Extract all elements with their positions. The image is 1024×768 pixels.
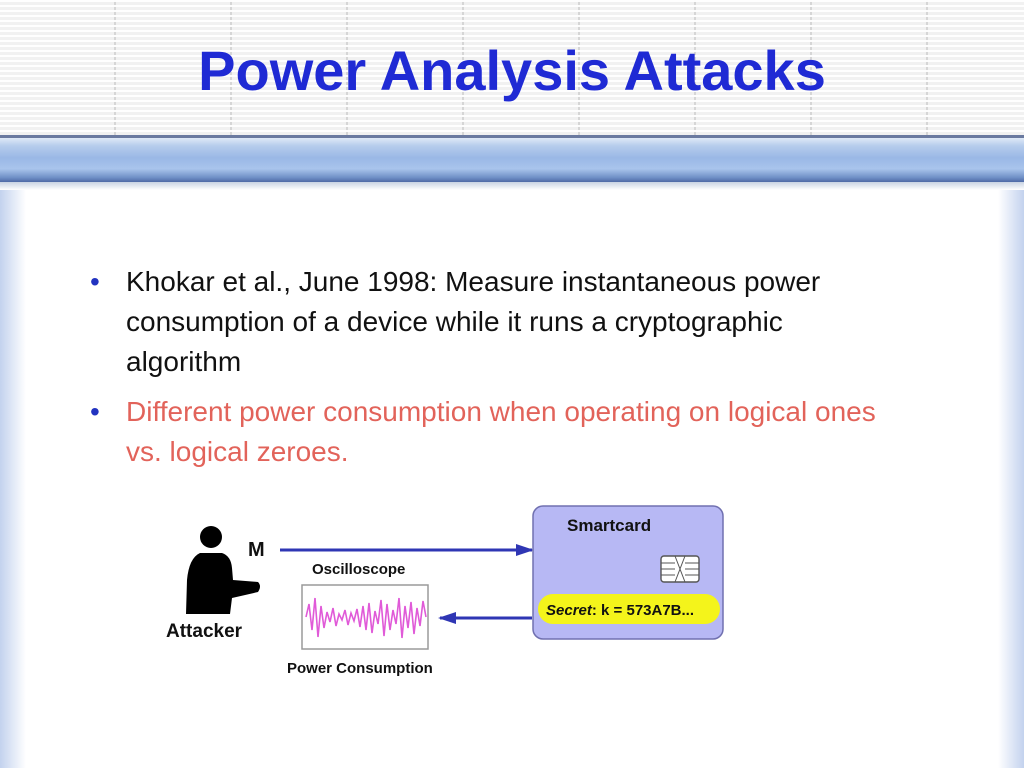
smartcard-title: Smartcard — [567, 516, 652, 535]
oscilloscope-label: Oscilloscope — [312, 561, 406, 578]
secret-text — [546, 602, 694, 619]
secret-value: : k = 573A7B... — [591, 602, 695, 619]
slide-title: Power Analysis Attacks — [198, 39, 826, 102]
bullet-text: Different power consumption when operating on logical ones vs. logical zeroes. — [126, 396, 876, 467]
bullet-dot-icon: • — [90, 266, 100, 297]
secret-label: Secret — [546, 602, 592, 619]
bullet-dot-icon: • — [90, 396, 100, 427]
message-label: M — [248, 539, 265, 561]
power-consumption-label: Power Consumption — [287, 660, 433, 677]
chip-icon — [661, 556, 699, 582]
bullet-text: Khokar et al., June 1998: Measure instantaneous power consumption of a device while it runs a cryptographic algorithm — [126, 266, 821, 377]
attacker-label: Attacker — [166, 621, 243, 642]
